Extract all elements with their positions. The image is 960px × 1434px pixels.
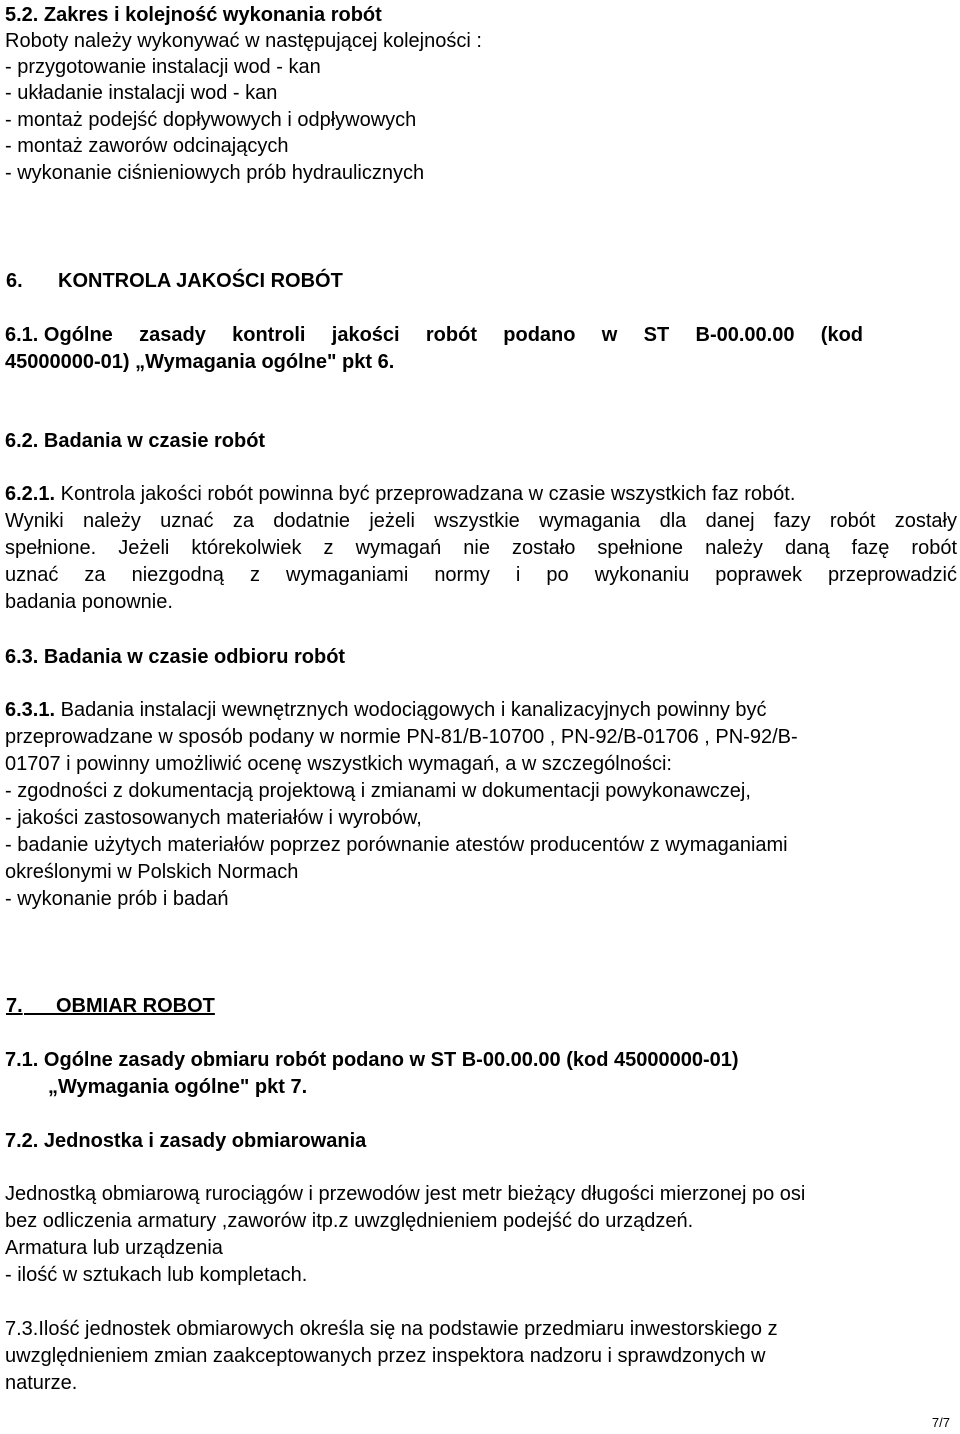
list-item: - zgodności z dokumentacją projektową i zmianami w dokumentacji powykonawczej, [5,780,751,802]
word: zasady [139,324,206,346]
paragraph-7-1-line: „Wymagania ogólne" pkt 7. [48,1076,308,1098]
paragraph-6-1-line: 45000000-01) „Wymagania ogólne" pkt 6. [5,351,395,373]
section-underline-gap [24,993,58,1019]
paragraph-text: Wyniki należy uznać za dodatnie jeżeli wszystkie wymagania dla danej fazy robót zostały [5,510,957,532]
list-item: - układanie instalacji wod - kan [5,82,278,104]
paragraph-6-3-1-line: przeprowadzane w sposób podany w normie PN-81/B-10700 , PN-92/B-01706 , PN-92/B- [5,726,798,748]
paragraph-7-2-line: Jednostką obmiarową rurociągów i przewodów jest metr bieżący długości mierzonej po osi [5,1183,806,1205]
list-item: - wykonanie ciśnieniowych prób hydraulicznych [5,162,425,184]
list-item: - przygotowanie instalacji wod - kan [5,56,321,78]
paragraph-6-2-1-line [5,535,957,561]
word: podano [503,324,576,346]
paragraph-6-2-1-line: badania ponownie. [5,591,173,613]
word: B-00.00.00 [695,324,795,346]
paragraph-text: spełnione. Jeżeli którekolwiek z wymagań nie zostało spełnione należy daną fazę robót [5,537,957,559]
paragraph-number: 6.3.1. [5,699,56,721]
paragraph-7-2-line: bez odliczenia armatury ,zaworów itp.z uwzględnieniem podejść do urządzeń. [5,1210,694,1232]
paragraph-7-3-line: 7.3.Ilość jednostek obmiarowych określa się na podstawie przedmiaru inwestorskiego z [5,1318,778,1340]
word: w [601,324,618,346]
list-item: - jakości zastosowanych materiałów i wyrobów, [5,807,422,829]
paragraph-number: 6.2.1. [5,483,56,505]
page-number: 7/7 [931,1415,950,1430]
subsection-heading-6-3: 6.3. Badania w czasie odbioru robót [5,646,346,668]
word: robót [425,324,477,346]
paragraph-6-2-1-line [5,508,957,534]
word: jakości [331,324,400,346]
paragraph-7-2-line: - ilość w sztukach lub kompletach. [5,1264,308,1286]
word: kontroli [232,324,306,346]
section-heading-5-2: 5.2. Zakres i kolejność wykonania robót [5,4,382,26]
paragraph-6-3-1-line [5,697,767,723]
list-item: - badanie użytych materiałów poprzez porównanie atestów producentów z wymaganiami [5,834,788,856]
intro-text: Roboty należy wykonywać w następującej kolejności : [5,30,482,52]
paragraph-6-2-1-line [5,562,957,588]
section-title-7: OBMIAR ROBOT [56,995,215,1017]
paragraph-6-2-1-line [5,481,795,507]
list-item: określonymi w Polskich Normach [5,861,299,883]
section-number-7: 7. [6,995,23,1017]
paragraph-text: Kontrola jakości robót powinna być przeprowadzana w czasie wszystkich faz robót. [60,483,796,505]
paragraph-text: uznać za niezgodną z wymaganiami normy i po wykonaniu poprawek przeprowadzić [5,564,957,586]
paragraph-6-3-1-line: 01707 i powinny umożliwić ocenę wszystkich wymagań, a w szczególności: [5,753,672,775]
section-title-6: KONTROLA JAKOŚCI ROBÓT [58,270,343,292]
list-item: - wykonanie prób i badań [5,888,229,910]
list-item: - montaż zaworów odcinających [5,135,289,157]
subsection-heading-7-2: 7.2. Jednostka i zasady obmiarowania [5,1130,367,1152]
word: 6.1. Ogólne [5,324,113,346]
section-number-6: 6. [6,270,23,292]
list-item: - montaż podejść dopływowych i odpływowych [5,109,417,131]
paragraph-7-1-line: 7.1. Ogólne zasady obmiaru robót podano w ST B-00.00.00 (kod 45000000-01) [5,1049,739,1071]
paragraph-7-3-line: naturze. [5,1372,78,1394]
paragraph-6-1-line [5,322,863,348]
word: (kod [820,324,863,346]
word: ST [643,324,670,346]
paragraph-text: Badania instalacji wewnętrznych wodociągowych i kanalizacyjnych powinny być [60,699,767,721]
paragraph-7-3-line: uwzględnieniem zmian zaakceptowanych przez inspektora nadzoru i sprawdzonych w [5,1345,766,1367]
paragraph-7-2-line: Armatura lub urządzenia [5,1237,223,1259]
subsection-heading-6-2: 6.2. Badania w czasie robót [5,430,266,452]
